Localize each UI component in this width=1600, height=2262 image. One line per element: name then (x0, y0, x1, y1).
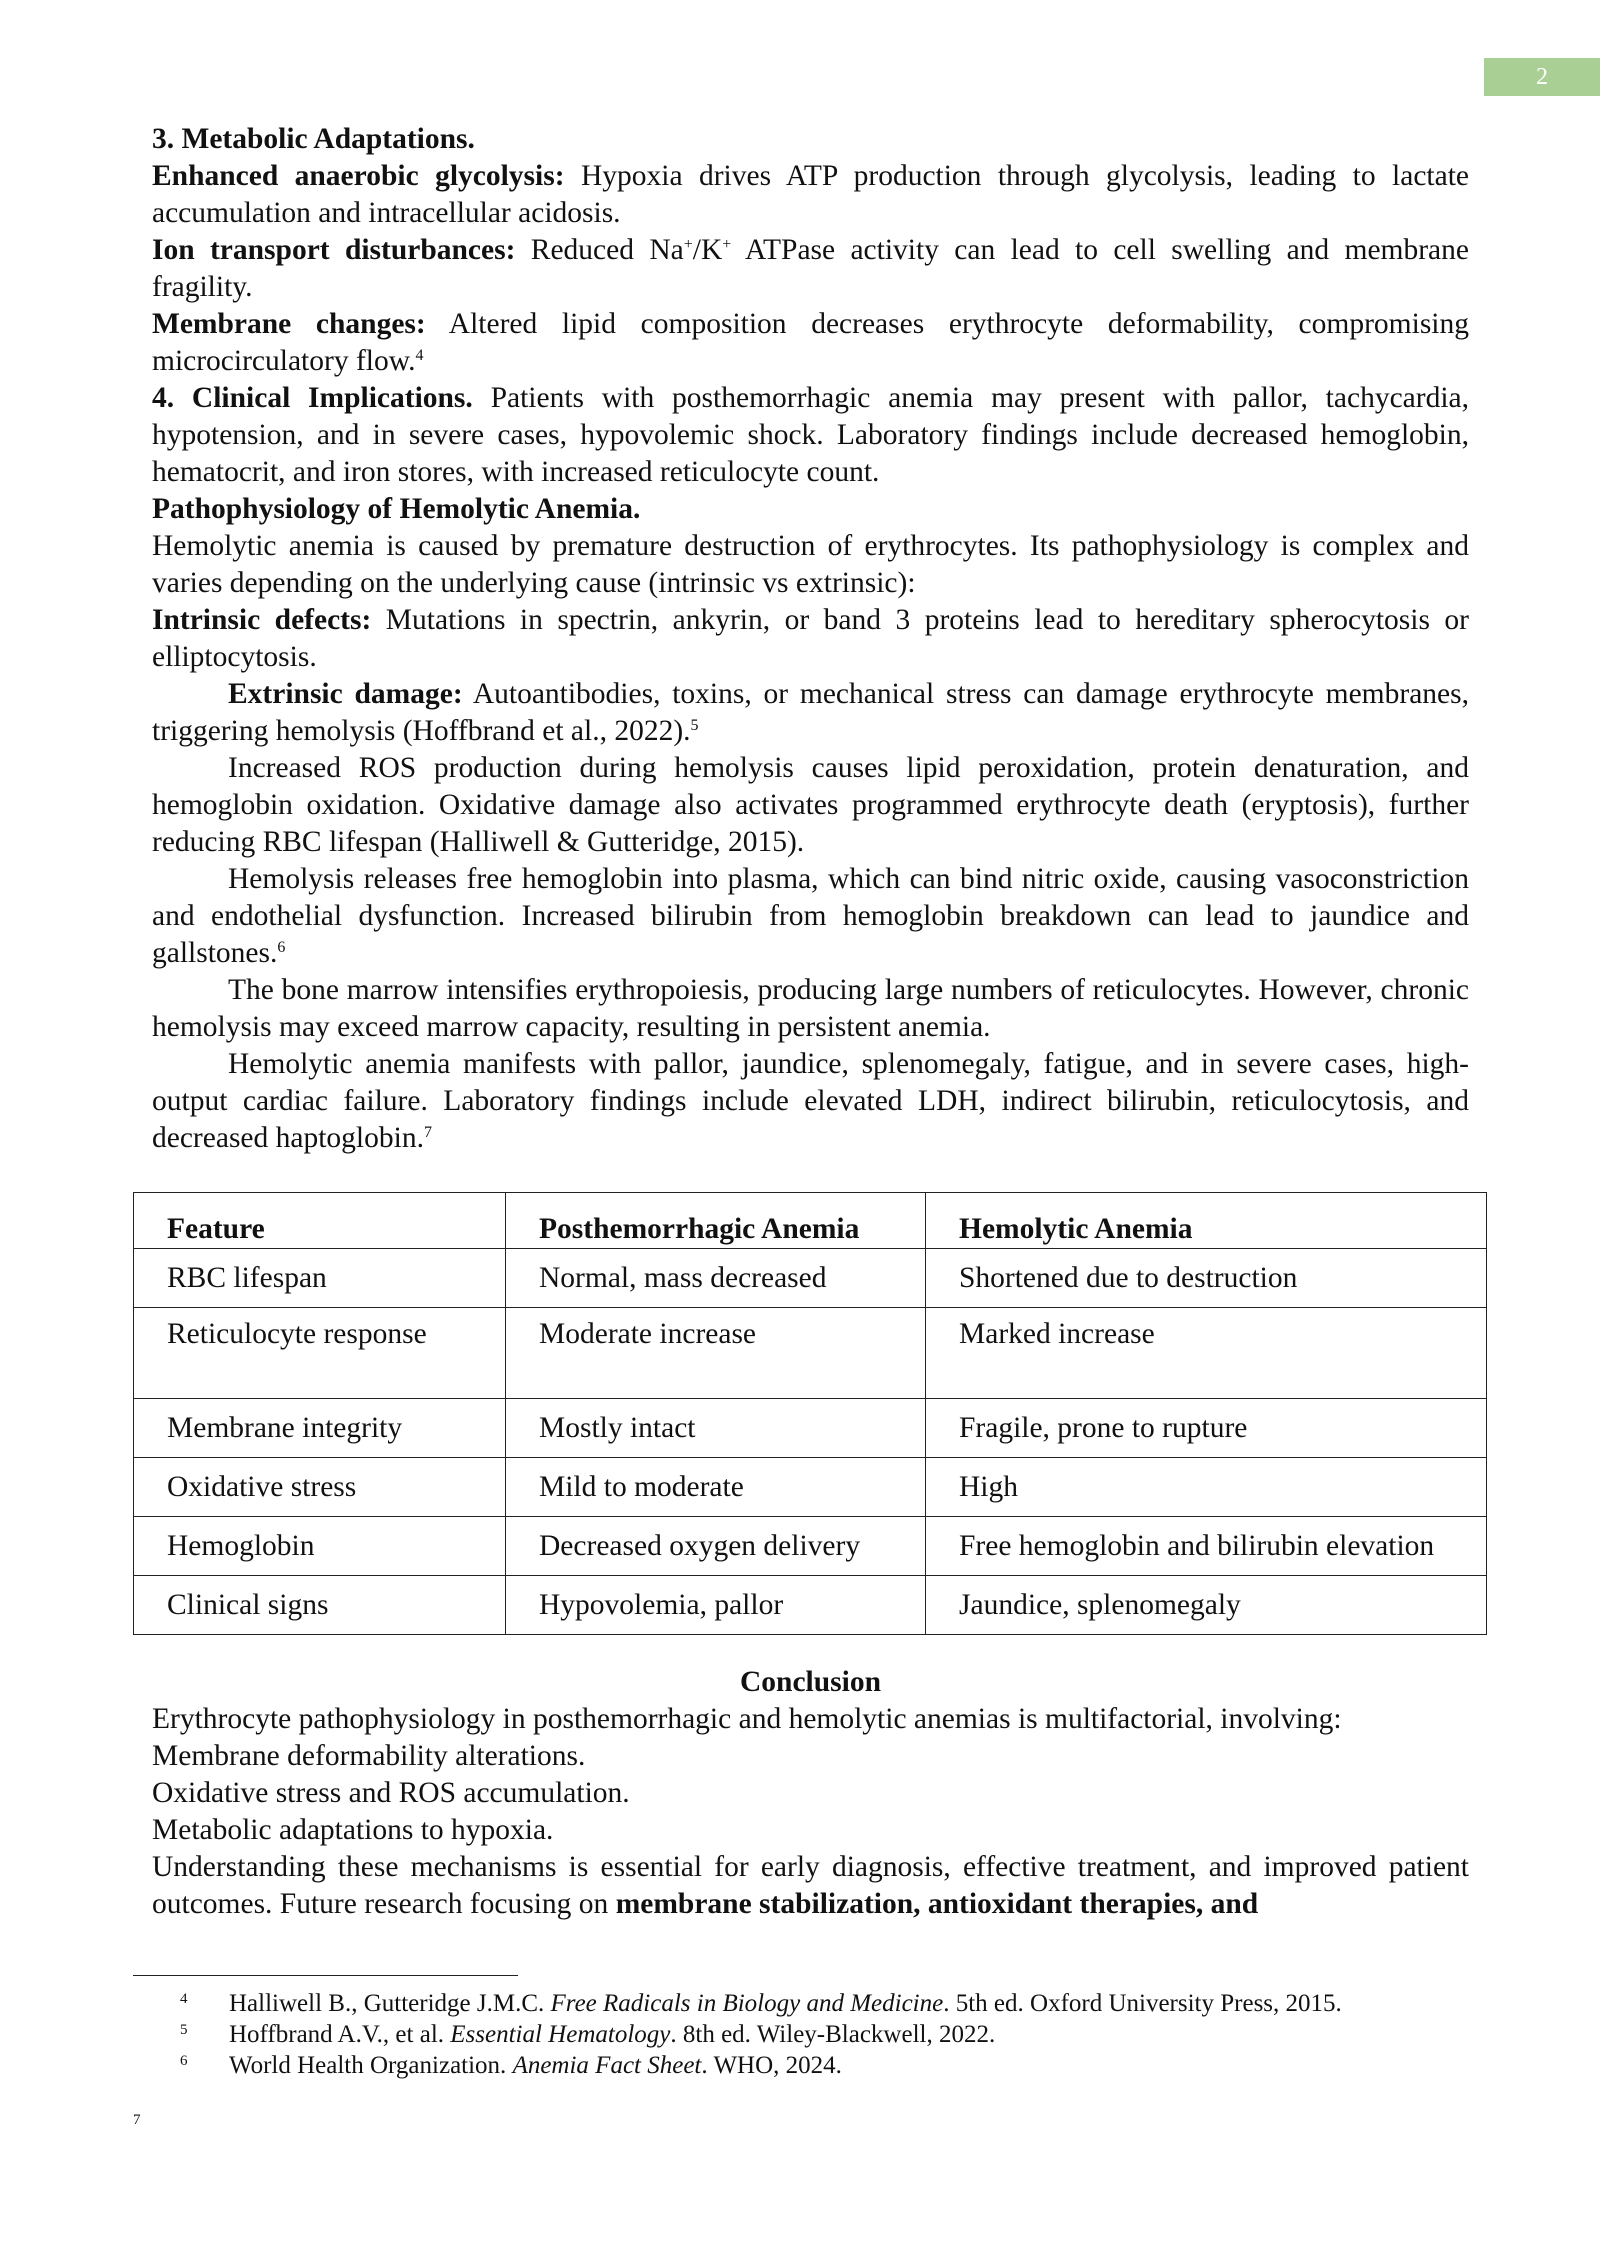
table-header-row (134, 1193, 1487, 1249)
footnote-ref-7: 7 (423, 1124, 432, 1141)
footnote-item: 4 Halliwell B., Gutteridge J.M.C. Free Radicals in Biology and Medicine. 5th ed. Oxford University Press, 2015. (174, 1988, 1474, 2019)
conclusion-line: Oxidative stress and ROS accumulation. (152, 1777, 630, 1809)
table-cell: Jaundice, splenomegaly (926, 1576, 1487, 1635)
footnote-item: 6 World Health Organization. Anemia Fact Sheet. WHO, 2024. (174, 2050, 1474, 2081)
table-header-cell: Feature (134, 1193, 506, 1249)
table-cell: Normal, mass decreased (506, 1249, 926, 1308)
footnote-ref-4: 4 (415, 347, 424, 364)
footnote-mark: 5 (180, 2022, 188, 2038)
table-cell: Decreased oxygen delivery (506, 1517, 926, 1576)
paragraph-ion-transport: Ion transport disturbances: Reduced Na+/K+ ATPase activity can lead to cell swelling and membrane fragility. (152, 234, 1469, 303)
table-cell: Free hemoglobin and bilirubin elevation (926, 1517, 1487, 1576)
conclusion-section (152, 1664, 1469, 1923)
table-cell: RBC lifespan (134, 1249, 506, 1308)
paragraph-glycolysis: Enhanced anaerobic glycolysis: Hypoxia drives ATP production through glycolysis, leading to lactate accumulation and intracellular acidosis. (152, 160, 1469, 229)
table-header-cell: Posthemorrhagic Anemia (506, 1193, 926, 1249)
intrinsic-label: Intrinsic defects: (152, 604, 372, 636)
table-cell: Hypovolemia, pallor (506, 1576, 926, 1635)
table-cell: Hemoglobin (134, 1517, 506, 1576)
conclusion-line: Membrane deformability alterations. (152, 1740, 586, 1772)
paragraph-membrane-changes: Membrane changes: Altered lipid composition decreases erythrocyte deformability, compromising microcirculatory flow.$^4$ (152, 308, 1469, 377)
paragraph-ros: Increased ROS production during hemolysis causes lipid peroxidation, protein denaturation, and hemoglobin oxidation. Oxidative damage also activates programmed erythrocyte death (eryptosis), further reducing RBC lifespan (Halliwell & Gutteridge, 2015). (152, 752, 1469, 858)
paragraph-clinical-implications: 4. Clinical Implications. Patients with posthemorrhagic anemia may present with pallor, tachycardia, hypotension, and in severe cases, hypovolemic shock. Laboratory findings include decreased hemoglobin, hematocrit, and iron stores, with increased reticulocyte count. (152, 382, 1469, 488)
footnote-item: 5 Hoffbrand A.V., et al. Essential Hematology. 8th ed. Wiley-Blackwell, 2022. (174, 2019, 1474, 2050)
conclusion-bold-phrase: membrane stabilization, antioxidant therapies, and (615, 1888, 1259, 1920)
table-cell: Oxidative stress (134, 1458, 506, 1517)
table-cell: Membrane integrity (134, 1399, 506, 1458)
table-cell: Shortened due to destruction (926, 1249, 1487, 1308)
footnote-ref-6: 6 (277, 939, 286, 956)
section-heading-hemolytic: Pathophysiology of Hemolytic Anemia. (152, 493, 641, 525)
membrane-label: Membrane changes: (152, 308, 426, 340)
table-cell: Mild to moderate (506, 1458, 926, 1517)
footnote-mark: 4 (180, 1991, 188, 2007)
table-cell: Fragile, prone to rupture (926, 1399, 1487, 1458)
footnote-mark: 6 (180, 2053, 188, 2069)
glycolysis-label: Enhanced anaerobic glycolysis: (152, 160, 565, 192)
table-row (134, 1517, 1487, 1576)
table-cell: Mostly intact (506, 1399, 926, 1458)
paragraph-hemolytic-intro: Hemolytic anemia is caused by premature destruction of erythrocytes. Its pathophysiology is complex and varies depending on the underlying cause (intrinsic vs extrinsic): (152, 530, 1469, 599)
table-cell: Reticulocyte response (134, 1308, 506, 1399)
paragraph-intrinsic: Intrinsic defects: Mutations in spectrin, ankyrin, or band 3 proteins lead to hereditary spherocytosis or elliptocytosis. (152, 604, 1469, 673)
table-row (134, 1458, 1487, 1517)
table-row (134, 1576, 1487, 1635)
table-cell: Moderate increase (506, 1308, 926, 1399)
footnote-ref-5: 5 (690, 717, 699, 734)
body-text (152, 121, 1469, 1157)
table-header-cell: Hemolytic Anemia (926, 1193, 1487, 1249)
table-row (134, 1308, 1487, 1399)
ion-label: Ion transport disturbances: (152, 234, 516, 266)
clinical-label: 4. Clinical Implications. (152, 382, 473, 414)
section-heading-metabolic: 3. Metabolic Adaptations. (152, 123, 475, 155)
footnote-mark-7: 7 (133, 2112, 141, 2128)
conclusion-heading: Conclusion (740, 1666, 881, 1698)
conclusion-line: Metabolic adaptations to hypoxia. (152, 1814, 554, 1846)
paragraph-bone-marrow: The bone marrow intensifies erythropoiesis, producing large numbers of reticulocytes. However, chronic hemolysis may exceed marrow capacity, resulting in persistent anemia. (152, 974, 1469, 1043)
table-cell: High (926, 1458, 1487, 1517)
footnote-separator (133, 1975, 518, 1976)
table-row (134, 1249, 1487, 1308)
paragraph-manifestations: Hemolytic anemia manifests with pallor, jaundice, splenomegaly, fatigue, and in severe cases, high-output cardiac failure. Laboratory findings include elevated LDH, indirect bilirubin, reticulocytosis, and decreased haptoglobin.$^7$ (152, 1048, 1469, 1154)
table-row (134, 1399, 1487, 1458)
table-cell: Clinical signs (134, 1576, 506, 1635)
paragraph-extrinsic: Extrinsic damage: Autoantibodies, toxins, or mechanical stress can damage erythrocyte membranes, triggering hemolysis (Hoffbrand et al., 2022).$^5$ (152, 678, 1469, 747)
page-number-badge: 2 (1484, 58, 1600, 96)
table-cell: Marked increase (926, 1308, 1487, 1399)
comparison-table (133, 1192, 1487, 1635)
conclusion-line: Erythrocyte pathophysiology in posthemorrhagic and hemolytic anemias is multifactorial, involving: (152, 1703, 1342, 1735)
footnotes (174, 1988, 1474, 2081)
conclusion-final-paragraph: Understanding these mechanisms is essential for early diagnosis, effective treatment, and improved patient outcomes. Future research focusing on membrane stabilization, antioxidant therapies, and (152, 1851, 1469, 1920)
paragraph-hemoglobin-release: Hemolysis releases free hemoglobin into plasma, which can bind nitric oxide, causing vasoconstriction and endothelial dysfunction. Increased bilirubin from hemoglobin breakdown can lead to jaundice and gallstones.$^6$ (152, 863, 1469, 969)
extrinsic-label: Extrinsic damage: (228, 678, 463, 710)
